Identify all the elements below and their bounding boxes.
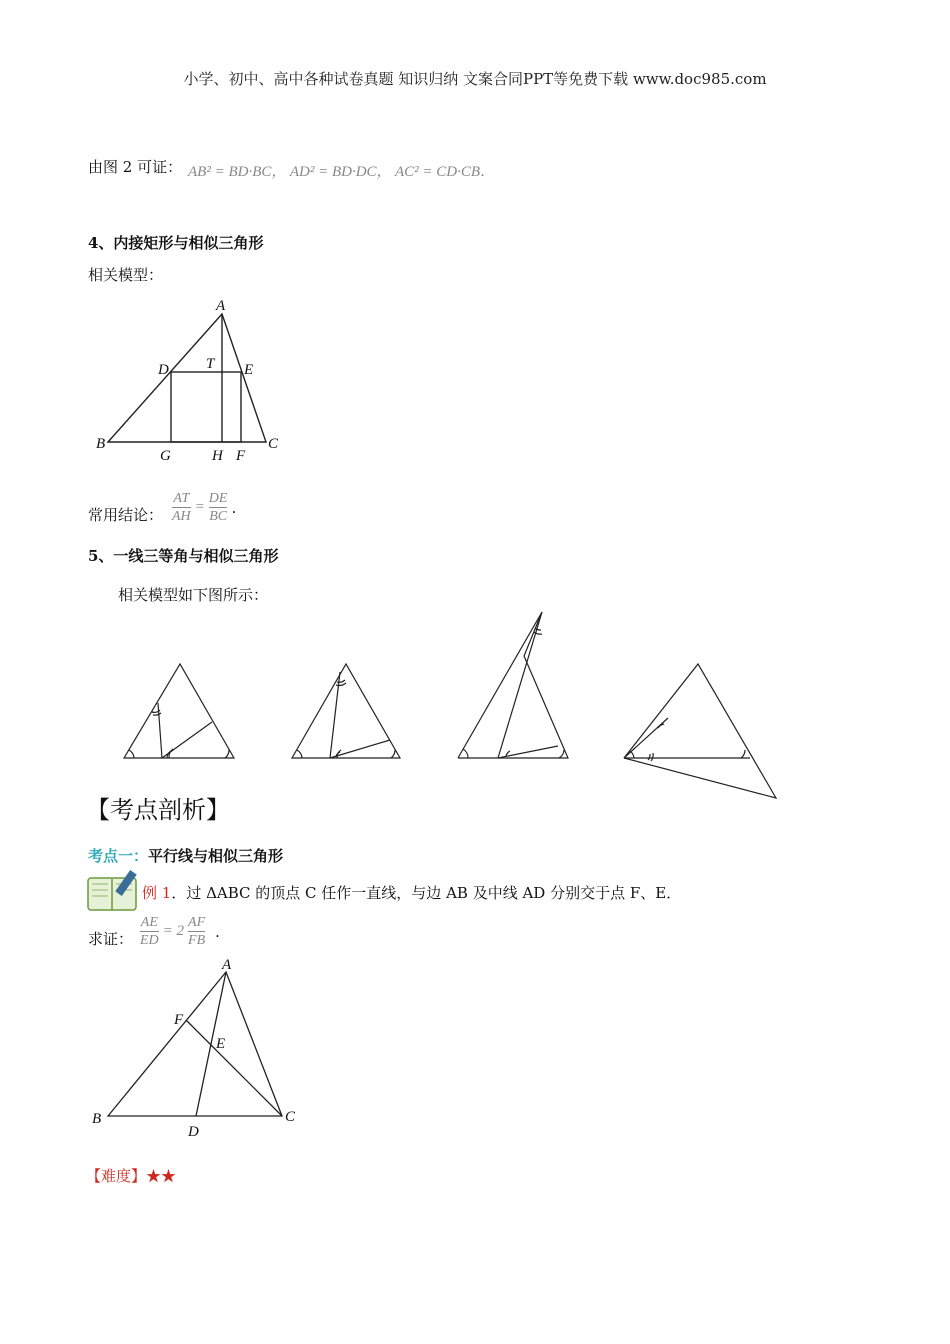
ex-label-B: B	[92, 1111, 102, 1127]
label-A: A	[216, 298, 226, 314]
example-text: ．过 ΔABC 的顶点 C 任作一直线，与边 AB 及中线 AD 分别交于点 F、E．	[171, 884, 682, 902]
ex-label-F: F	[174, 1012, 184, 1028]
conclusion-period: .	[231, 498, 237, 517]
fig2-proof-label: 由图 2 可证：	[88, 158, 183, 176]
label-B: B	[96, 436, 106, 452]
conclusion-frac-1-den: AH	[172, 509, 191, 524]
page-header: 小学、初中、高中各种试卷真题 知识归纳 文案合同PPT等免费下载 www.doc985.com	[183, 70, 767, 88]
conclusion-frac-1	[172, 490, 191, 525]
conclusion-frac-1-num: AT	[173, 491, 190, 506]
prove-equals: = 2	[162, 923, 185, 939]
prove-formula	[140, 914, 220, 949]
example-line	[142, 882, 681, 903]
conclusion-frac-2	[209, 490, 228, 525]
ex-label-E: E	[216, 1036, 226, 1052]
prove-frac-2-den: FB	[188, 933, 206, 948]
conclusion-equals: =	[194, 499, 205, 515]
section5-model-label: 相关模型如下图所示：	[118, 586, 269, 604]
rectangle-degf	[171, 372, 241, 442]
topic-prefix: 考点一：	[88, 847, 149, 865]
triangle-abc	[108, 314, 266, 442]
difficulty-label: 【难度】★★	[86, 1167, 177, 1185]
book-pencil-icon	[86, 870, 140, 912]
label-E: E	[244, 362, 254, 378]
prove-frac-2-num: AF	[188, 915, 206, 930]
topic-title: 平行线与相似三角形	[148, 847, 284, 865]
label-C: C	[268, 436, 279, 452]
topic-line	[88, 845, 283, 866]
prove-frac-1	[140, 914, 159, 949]
example-label: 例 1	[142, 884, 172, 902]
example-triangle-figure	[88, 956, 308, 1142]
label-T: T	[206, 356, 215, 372]
prove-label: 求证：	[88, 930, 134, 948]
model-figure-3	[458, 612, 568, 758]
model-figure-2	[292, 664, 400, 758]
prove-frac-1-den: ED	[140, 933, 159, 948]
model-figure-1	[124, 664, 234, 758]
conclusion-formula	[172, 490, 236, 525]
prove-frac-1-num: AE	[140, 915, 158, 930]
triangle-abc	[108, 972, 282, 1116]
ex-label-C: C	[285, 1109, 296, 1125]
ex-label-A: A	[222, 957, 232, 973]
label-F: F	[236, 448, 246, 464]
conclusion-frac-2-num: DE	[208, 491, 228, 506]
section4-model-label: 相关模型：	[88, 266, 164, 284]
model-figure-4	[624, 664, 776, 798]
section4-title: 4、内接矩形与相似三角形	[88, 234, 264, 252]
analysis-title: 【考点剖析】	[86, 796, 230, 824]
label-G: G	[160, 448, 171, 464]
section5-title: 5、一线三等角与相似三角形	[88, 547, 279, 565]
ex-label-D: D	[188, 1124, 199, 1140]
prove-frac-2	[188, 914, 205, 949]
label-H: H	[212, 448, 223, 464]
conclusion-label: 常用结论：	[88, 506, 164, 524]
conclusion-frac-2-den: BC	[209, 509, 228, 524]
three-equal-angles-figures	[110, 600, 790, 810]
line-cf	[186, 1020, 282, 1116]
fig2-proof-formula: AB² = BD·BC， AD² = BD·DC， AC² = CD·CB．	[188, 164, 496, 180]
prove-period: .	[215, 922, 220, 941]
inscribed-rectangle-figure	[90, 292, 290, 464]
label-D: D	[158, 362, 169, 378]
